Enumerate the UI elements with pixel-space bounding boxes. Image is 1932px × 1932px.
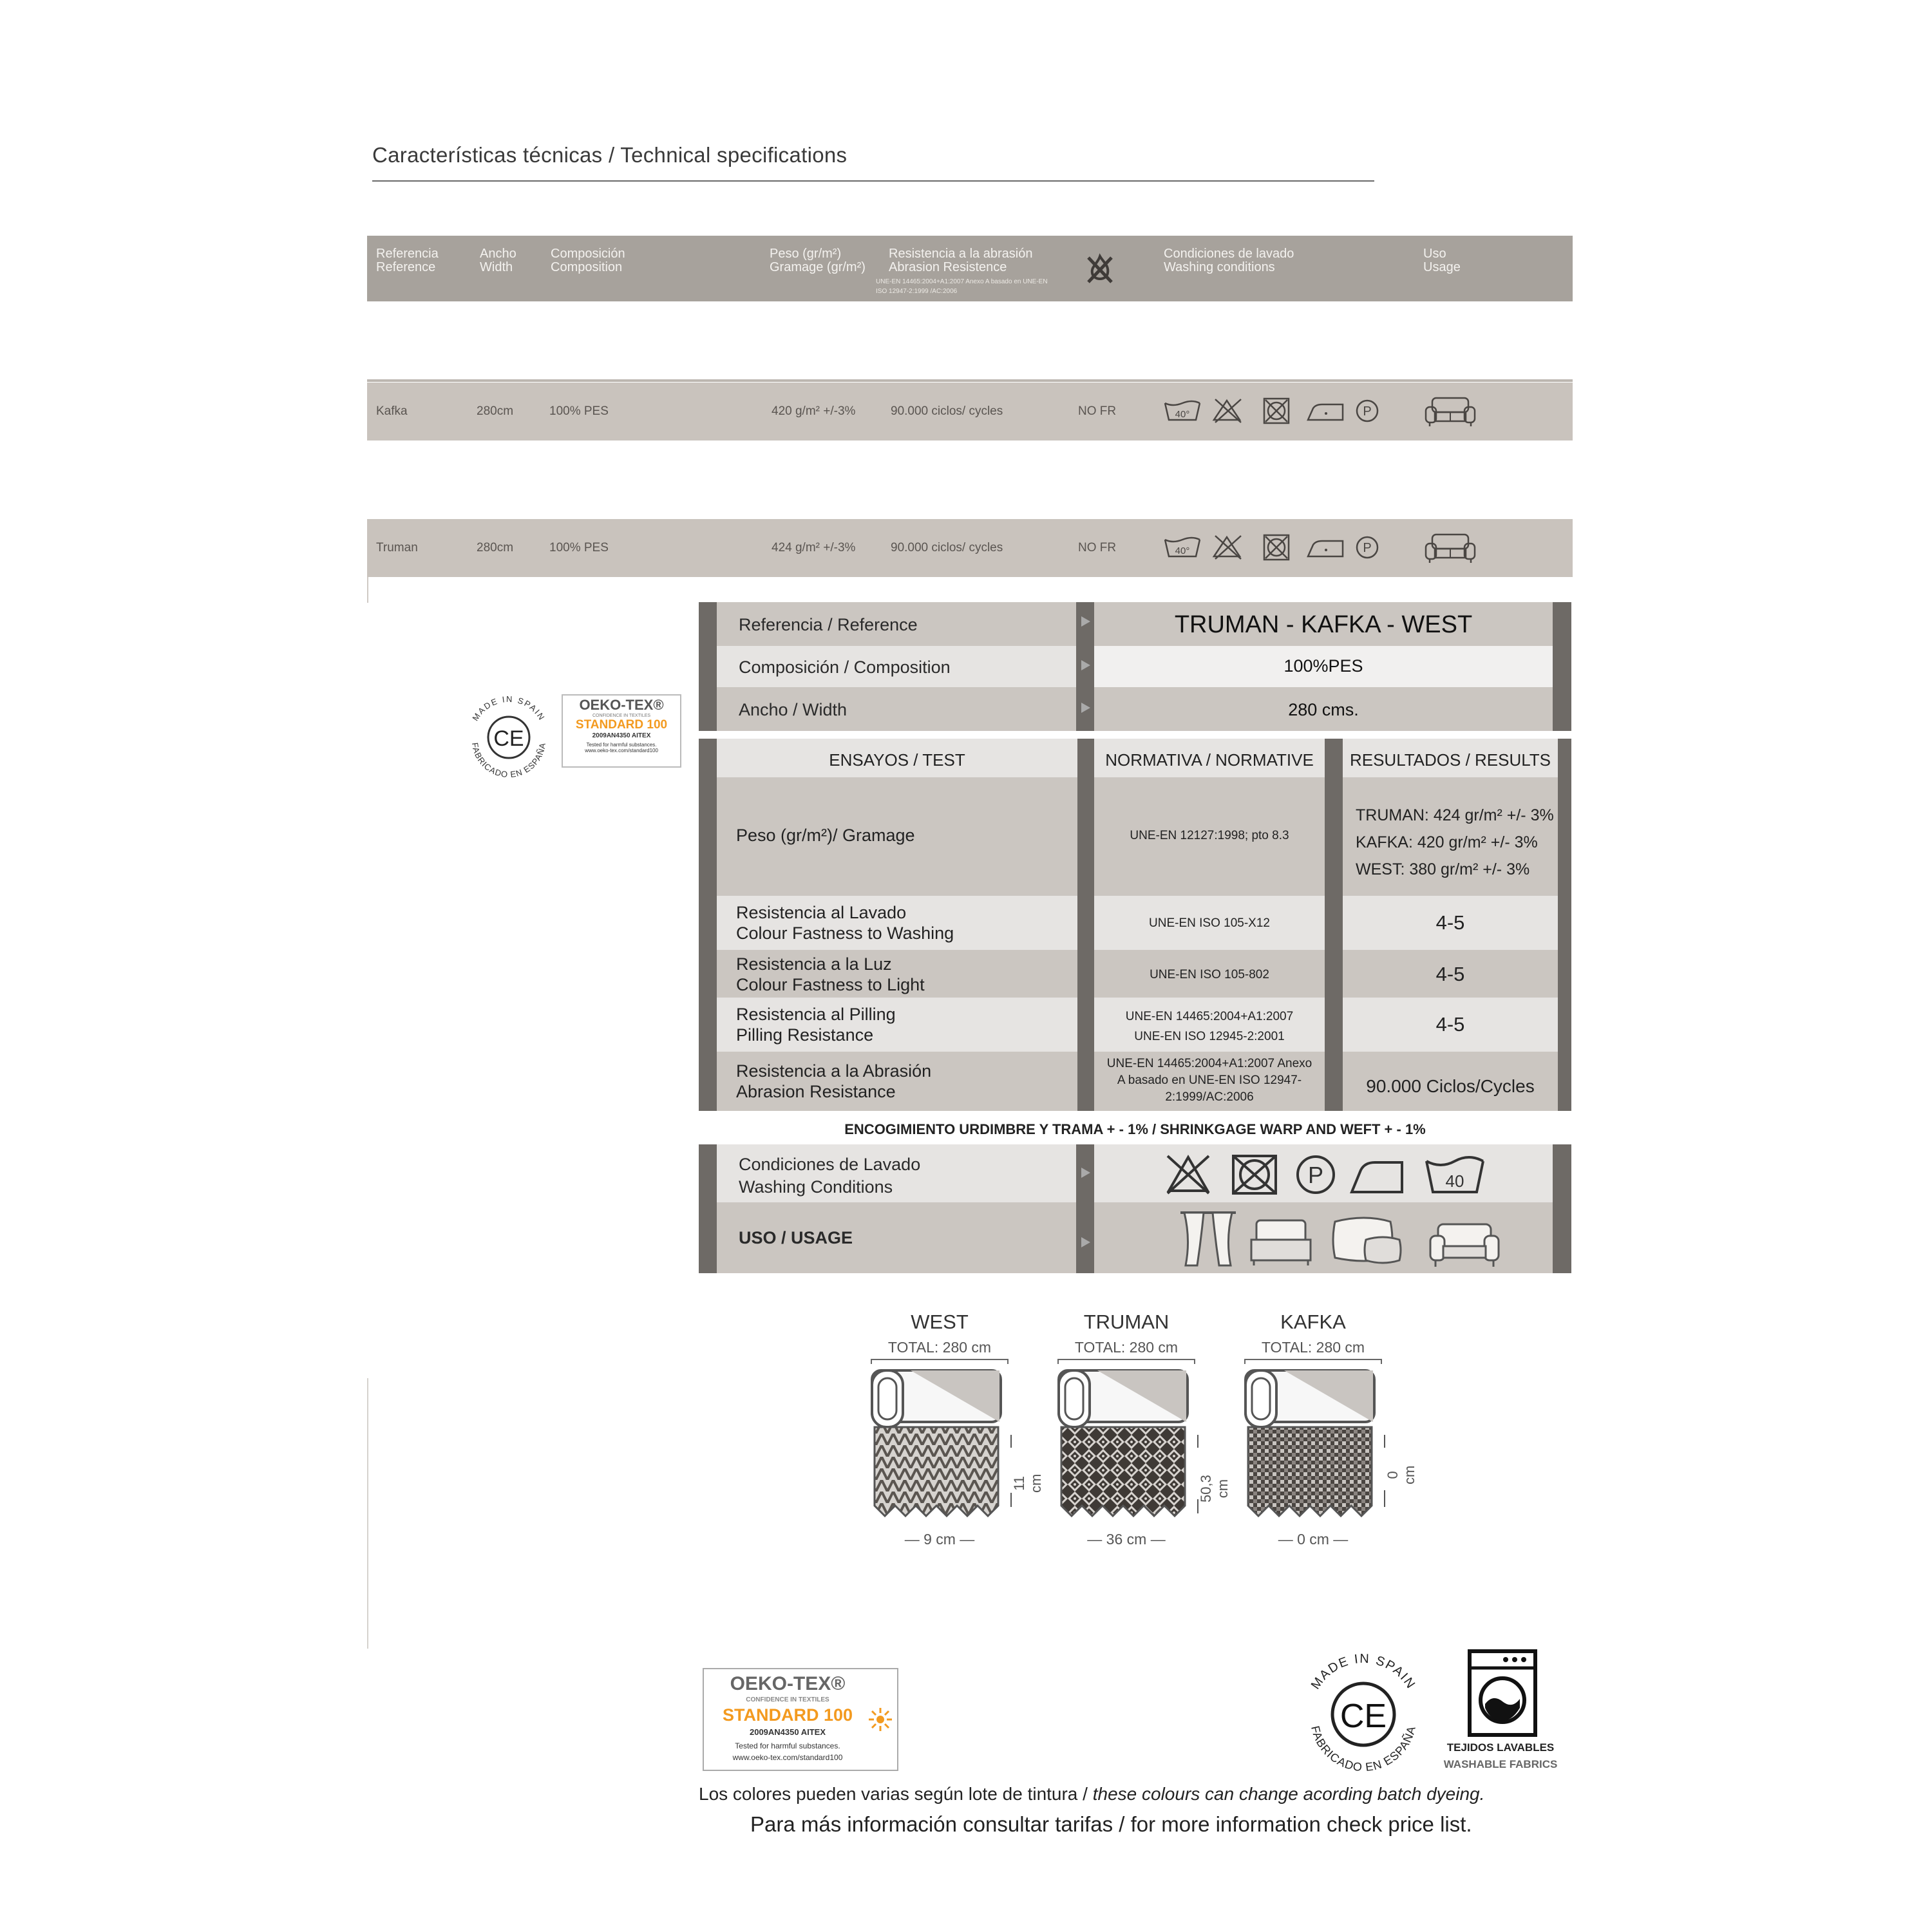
test-norm: UNE-EN 14465:2004+A1:2007 Anexo A basado en UNE-EN ISO 12947- 2:1999/AC:2006 <box>1094 1052 1325 1111</box>
svg-text:40: 40 <box>1445 1171 1464 1191</box>
norm-header: NORMATIVA / NORMATIVE <box>1094 739 1325 777</box>
cell-width: 280cm <box>477 404 514 418</box>
cell-composition: 100% PES <box>549 404 609 418</box>
oeko-tex-label: OEKO-TEX® CONFIDENCE IN TEXTILES STANDARD 100 2009AN4350 AITEX Tested for harmful substances. www.oeko-tex.com/standard100 <box>562 694 681 768</box>
header-washing: Condiciones de lavado Washing conditions <box>1164 247 1294 274</box>
test-row: Peso (gr/m²)/ Gramage <box>717 777 1077 896</box>
svg-text:MADE IN SPAIN: MADE IN SPAIN <box>470 694 547 723</box>
svg-text:CE: CE <box>493 726 524 751</box>
svg-text:CE: CE <box>1340 1698 1387 1735</box>
no-fire-retardant-icon <box>1082 251 1118 287</box>
swatch-truman: TRUMAN TOTAL: 280 cm 50,3 cm — 36 cm — <box>1039 1311 1213 1548</box>
swatch-total: TOTAL: 280 cm <box>887 1339 992 1356</box>
sofa-icon <box>1423 532 1477 564</box>
header-width: Ancho Width <box>480 247 516 274</box>
swatch-west: WEST TOTAL: 280 cm 11 cm — 9 cm — <box>853 1311 1027 1548</box>
cell-composition: 100% PES <box>549 541 609 554</box>
swatch-total: TOTAL: 280 cm <box>1074 1339 1179 1356</box>
washing-icons <box>1162 397 1401 426</box>
swatch-total: TOTAL: 280 cm <box>1261 1339 1365 1356</box>
svg-text:MADE IN SPAIN: MADE IN SPAIN <box>1308 1651 1419 1692</box>
cell-abrasion: 90.000 ciclos/ cycles <box>891 541 1003 554</box>
tests-header: ENSAYOS / TEST <box>717 739 1077 777</box>
cell-reference: Truman <box>376 541 418 554</box>
wash-40-icon <box>1426 1157 1483 1192</box>
guide-line <box>367 577 368 603</box>
swatch-width: 0 cm <box>1297 1531 1329 1548</box>
care-block <box>699 1144 1571 1273</box>
footer-price-note: Para más información consultar tarifas / for more information check price list. <box>750 1812 1472 1836</box>
svg-text:40°: 40° <box>1175 409 1190 420</box>
swatch-height: 50,3 cm <box>1198 1475 1231 1502</box>
svg-text:FABRICADO EN ESPAÑA: FABRICADO EN ESPAÑA <box>1309 1724 1419 1774</box>
info-row: Composición / Composition <box>717 646 1076 687</box>
usage-row: USO / USAGE <box>717 1202 1076 1273</box>
no-tumble-dry-icon <box>1233 1156 1276 1193</box>
svg-text:P: P <box>1363 404 1372 419</box>
washing-icons-cell <box>1094 1144 1553 1202</box>
svg-text:40°: 40° <box>1175 545 1190 556</box>
washing-icons <box>1162 533 1401 563</box>
sofa-icon <box>1423 395 1477 428</box>
test-result: TRUMAN: 424 gr/m² +/- 3% KAFKA: 420 gr/m² +/- 3% WEST: 380 gr/m² +/- 3% <box>1343 777 1558 896</box>
guide-line <box>367 1378 368 1649</box>
fabric-roll-illustration <box>853 1364 1027 1531</box>
usage-icon-row <box>1178 1208 1513 1269</box>
test-row: Resistencia al Lavado Colour Fastness to Washing <box>717 896 1077 950</box>
no-tumble-dry-icon <box>1264 535 1289 560</box>
dry-clean-p-icon <box>1357 537 1378 558</box>
test-norm: UNE-EN 14465:2004+A1:2007 UNE-EN ISO 12945-2:2001 <box>1094 998 1325 1052</box>
test-norm: UNE-EN ISO 105-802 <box>1094 950 1325 998</box>
header-composition: Composición Composition <box>551 247 625 274</box>
made-in-spain-ce-badge <box>460 689 557 786</box>
dry-clean-p-icon <box>1357 401 1378 421</box>
header-reference: Referencia Reference <box>376 247 439 274</box>
info-row: Ancho / Width <box>717 687 1076 731</box>
test-row: Resistencia al Pilling Pilling Resistance <box>717 998 1077 1052</box>
washable-fabrics-badge: TEJIDOS LAVABLES WASHABLE FABRICS <box>1436 1649 1565 1777</box>
info-block <box>699 602 1571 731</box>
swatch-kafka: KAFKA TOTAL: 280 cm 0 cm — 0 cm — <box>1226 1311 1400 1548</box>
test-result: 4-5 <box>1343 950 1558 998</box>
swatch-width: 36 cm <box>1106 1531 1147 1548</box>
fabric-roll-illustration <box>1226 1364 1400 1531</box>
swatch-name: TRUMAN <box>1083 1311 1170 1333</box>
header-abrasion-note: UNE-EN 14465:2004+A1:2007 Anexo A basado en UNE-EN ISO 12947-2:1999 /AC:2006 <box>876 278 1048 295</box>
cell-fr: NO FR <box>1078 541 1117 554</box>
usage-icons-cell <box>1094 1202 1553 1273</box>
swatch-name: WEST <box>911 1311 969 1333</box>
page-title: Características técnicas / Technical specifications <box>372 143 848 167</box>
made-in-spain-ce-badge-large <box>1298 1649 1430 1781</box>
svg-text:P: P <box>1363 541 1372 555</box>
test-norm: UNE-EN ISO 105-X12 <box>1094 896 1325 950</box>
fabric-roll-illustration <box>1039 1364 1213 1531</box>
test-result: 90.000 Ciclos/Cycles <box>1343 1052 1558 1111</box>
arrow-markers <box>1081 616 1092 719</box>
tests-block <box>699 739 1571 1111</box>
header-usage: Uso Usage <box>1423 247 1461 274</box>
iron-icon <box>1352 1162 1402 1192</box>
table-row <box>367 519 1573 577</box>
svg-text:FABRICADO EN ESPAÑA: FABRICADO EN ESPAÑA <box>470 741 548 780</box>
info-value: 100%PES <box>1094 646 1553 687</box>
swatch-name: KAFKA <box>1280 1311 1346 1333</box>
no-tumble-dry-icon <box>1264 399 1289 423</box>
cell-gramage: 424 g/m² +/-3% <box>772 541 856 554</box>
oeko-tex-label-large: OEKO-TEX® CONFIDENCE IN TEXTILES STANDARD 100 2009AN4350 AITEX Tested for harmful substances. www.oeko-tex.com/standard100 <box>703 1668 898 1771</box>
no-bleach-icon <box>1168 1156 1209 1193</box>
results-header: RESULTADOS / RESULTS <box>1343 739 1558 777</box>
oeko-flower-icon <box>867 1707 893 1732</box>
washing-icon-row <box>1165 1153 1526 1196</box>
no-bleach-icon <box>1214 536 1241 559</box>
swatch-width: 9 cm <box>923 1531 956 1548</box>
test-result: 4-5 <box>1343 998 1558 1052</box>
cell-width: 280cm <box>477 541 514 554</box>
iron-icon <box>1308 404 1343 420</box>
footer-color-note: Los colores pueden varias según lote de tintura / these colours can change acording batch dyeing. <box>699 1784 1485 1804</box>
header-abrasion: Resistencia a la abrasión Abrasion Resistence <box>889 247 1033 274</box>
info-row: Referencia / Reference <box>717 602 1076 646</box>
shrinkage-note: ENCOGIMIENTO URDIMBRE Y TRAMA + - 1% / SHRINKGAGE WARP AND WEFT + - 1% <box>844 1121 1426 1137</box>
table-row <box>367 383 1573 440</box>
wash-40-icon <box>1165 401 1200 420</box>
swatch-height: 11 cm <box>1011 1473 1044 1493</box>
wash-40-icon <box>1165 538 1200 556</box>
spec-table-header <box>367 236 1573 301</box>
swatch-height: 0 cm <box>1385 1465 1417 1484</box>
header-gramage: Peso (gr/m²) Gramage (gr/m²) <box>770 247 866 274</box>
cushion-icon <box>1333 1218 1401 1263</box>
washing-conditions-row: Condiciones de Lavado Washing Conditions <box>717 1144 1076 1202</box>
cell-abrasion: 90.000 ciclos/ cycles <box>891 404 1003 418</box>
test-row: Resistencia a la Luz Colour Fastness to Light <box>717 950 1077 998</box>
info-value: 280 cms. <box>1094 687 1553 731</box>
bed-icon <box>1251 1220 1311 1265</box>
info-value: TRUMAN - KAFKA - WEST <box>1094 602 1553 646</box>
cell-gramage: 420 g/m² +/-3% <box>772 404 856 418</box>
cell-reference: Kafka <box>376 404 408 418</box>
curtain-icon <box>1180 1213 1236 1265</box>
dry-clean-p-icon <box>1298 1157 1334 1193</box>
test-result: 4-5 <box>1343 896 1558 950</box>
arrow-markers <box>1081 1168 1092 1251</box>
iron-icon <box>1308 541 1343 556</box>
sofa-icon <box>1430 1224 1499 1267</box>
test-norm: UNE-EN 12127:1998; pto 8.3 <box>1094 777 1325 896</box>
test-row: Resistencia a la Abrasión Abrasion Resistance <box>717 1052 1077 1111</box>
svg-text:P: P <box>1307 1162 1324 1188</box>
washing-machine-icon <box>1467 1649 1538 1738</box>
cell-fr: NO FR <box>1078 404 1117 418</box>
title-divider <box>372 180 1374 182</box>
no-bleach-icon <box>1214 399 1241 422</box>
